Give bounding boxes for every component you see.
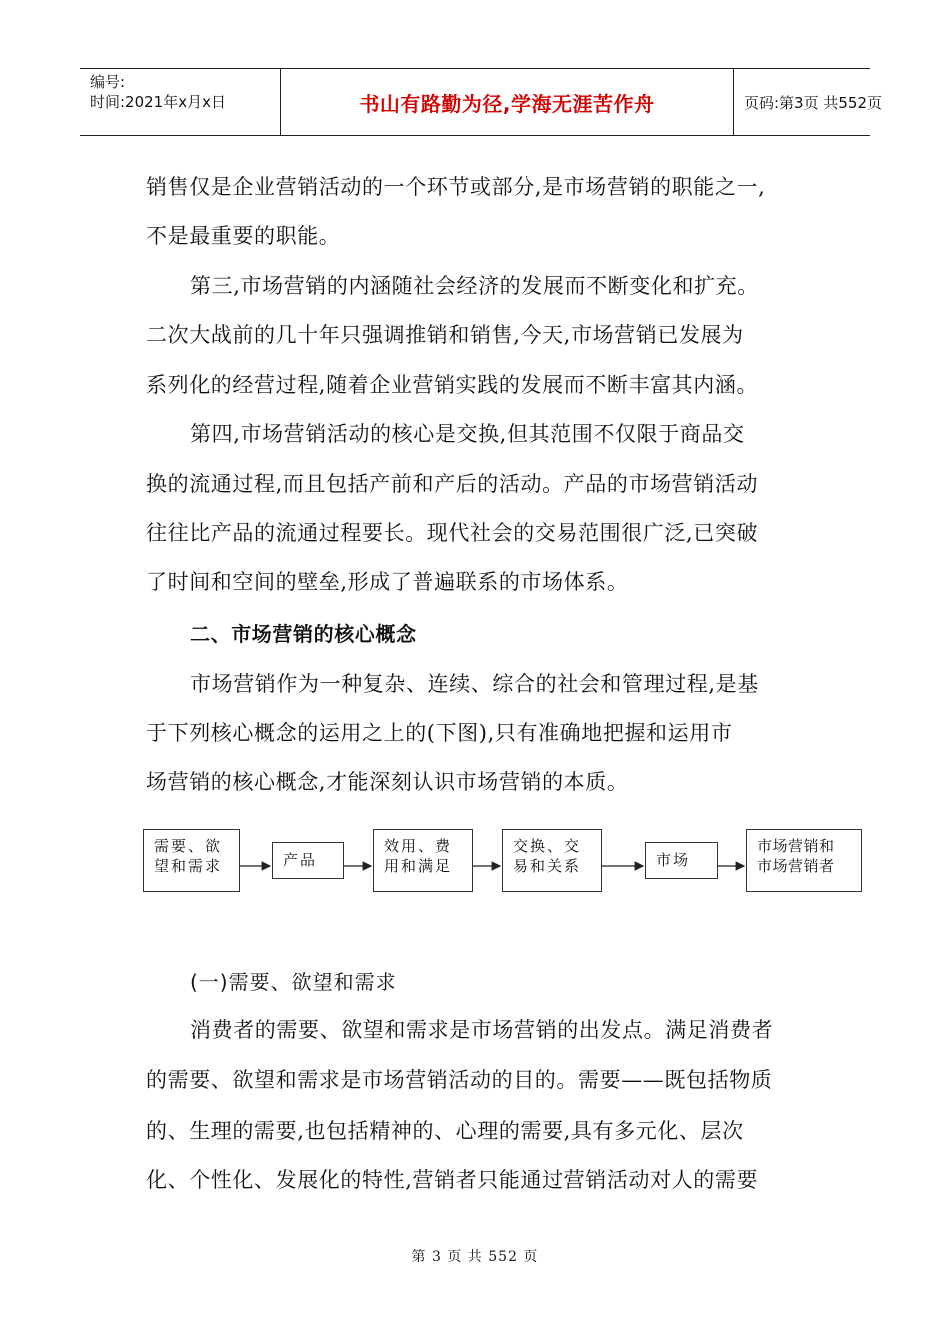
box-text-line: 易和关系: [513, 857, 582, 875]
paragraph-line: 不是最重要的职能。: [146, 224, 341, 248]
header-meta: [80, 69, 280, 135]
box-text-line: 望和需求: [154, 857, 223, 875]
document-number-label: 编号:: [90, 73, 126, 91]
paragraph-line: 的需要、欲望和需求是市场营销活动的目的。需要——既包括物质: [146, 1068, 773, 1092]
page-footer: 第 3 页 共 552 页: [411, 1249, 539, 1265]
diagram-box-market: [645, 842, 718, 879]
paragraph-line: 往往比产品的流通过程要长。现代社会的交易范围很广泛,已突破: [146, 521, 759, 545]
diagram-box-marketers: [746, 829, 862, 892]
diagram-box-product: [272, 842, 344, 879]
header-page-cell: [734, 69, 882, 135]
header-motto-cell: [280, 69, 734, 135]
box-text-line: 产品: [283, 851, 318, 869]
box-text-line: 市场营销和: [757, 837, 835, 855]
box-text-line: 交换、交: [513, 837, 582, 855]
paragraph-line: 消费者的需要、欲望和需求是市场营销的出发点。满足消费者: [190, 1018, 774, 1042]
paragraph-line: 二次大战前的几十年只强调推销和销售,今天,市场营销已发展为: [146, 323, 744, 347]
paragraph-line: 系列化的经营过程,随着企业营销实践的发展而不断丰富其内涵。: [146, 373, 759, 397]
box-text-line: 需要、欲: [154, 837, 223, 855]
paragraph-line: 化、个性化、发展化的特性,营销者只能通过营销活动对人的需要: [146, 1168, 759, 1192]
paragraph-line: 销售仅是企业营销活动的一个环节或部分,是市场营销的职能之一,: [146, 175, 766, 199]
paragraph-line: 于下列核心概念的运用之上的(下图),只有准确地把握和运用市: [146, 721, 733, 745]
paragraph-line: 换的流通过程,而且包括产前和产后的活动。产品的市场营销活动: [146, 472, 759, 496]
header-motto: 书山有路勤为径,学海无涯苦作舟: [359, 91, 655, 116]
paragraph-line: 了时间和空间的壁垒,形成了普遍联系的市场体系。: [146, 570, 629, 594]
paragraph-line: 第四,市场营销活动的核心是交换,但其范围不仅限于商品交: [190, 422, 745, 446]
box-text-line: 用和满足: [384, 857, 453, 875]
page-header: [80, 68, 882, 136]
box-text-line: 效用、费: [384, 837, 453, 855]
diagram-box-utility: [373, 829, 473, 892]
header-page-number: 页码:第3页 共552页: [744, 93, 882, 112]
subsection-heading: (一)需要、欲望和需求: [190, 970, 397, 994]
diagram-box-needs: [143, 829, 240, 892]
box-text-line: 市场营销者: [757, 857, 835, 875]
paragraph-line: 市场营销作为一种复杂、连续、综合的社会和管理过程,是基: [190, 672, 759, 696]
paragraph-line: 的、生理的需要,也包括精神的、心理的需要,具有多元化、层次: [146, 1119, 744, 1143]
document-date-label: 时间:2021年x月x日: [90, 93, 226, 111]
section-heading: 二、市场营销的核心概念: [190, 622, 417, 646]
paragraph-line: 场营销的核心概念,才能深刻认识市场营销的本质。: [146, 770, 629, 794]
diagram-box-exchange: [502, 829, 602, 892]
paragraph-line: 第三,市场营销的内涵随社会经济的发展而不断变化和扩充。: [190, 274, 759, 298]
box-text-line: 市场: [656, 851, 691, 869]
